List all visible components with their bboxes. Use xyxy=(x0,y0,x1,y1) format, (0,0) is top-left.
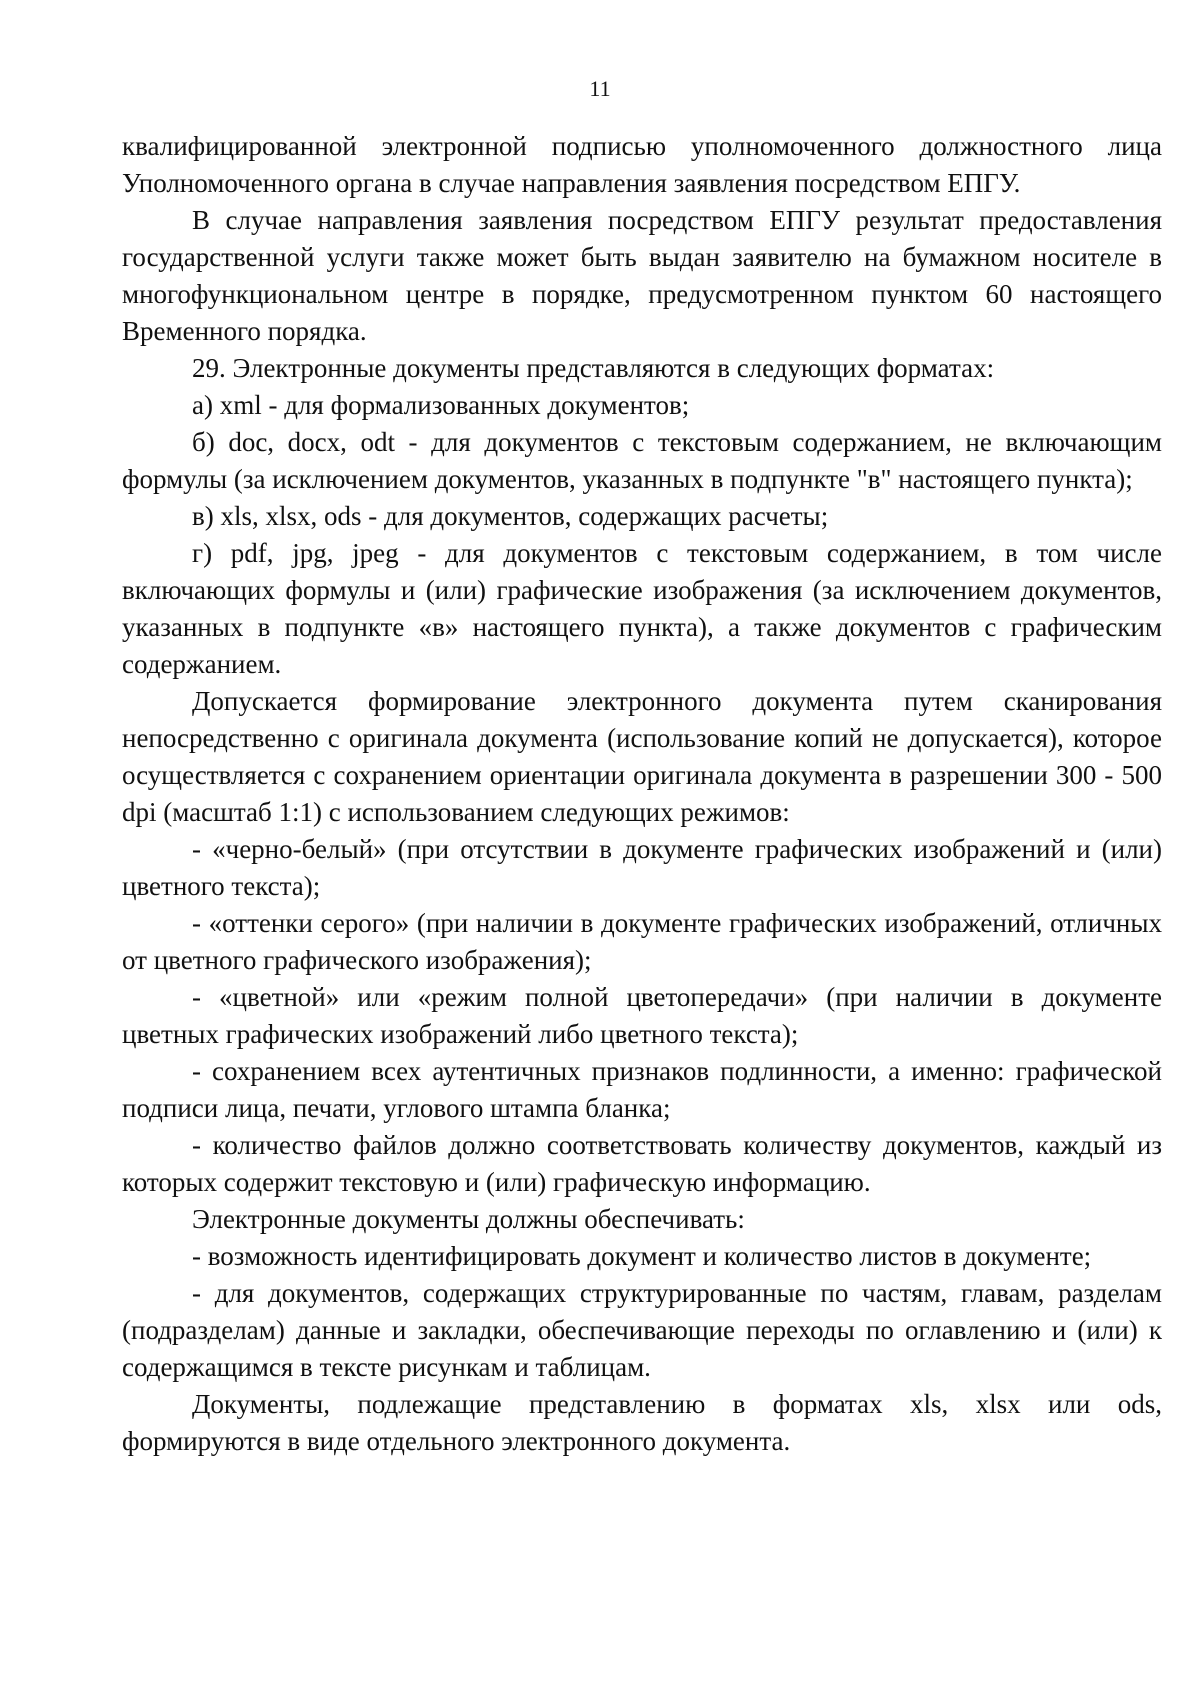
list-item-color: - «цветной» или «режим полной цветопередачи» (при наличии в документе цветных графических изображений либо цветного текста); xyxy=(122,982,1162,1049)
list-item-authenticity: - сохранением всех аутентичных признаков подлинности, а именно: графической подписи лица, печати, углового штампа бланка; xyxy=(122,1056,1162,1123)
paragraph-paper-result: В случае направления заявления посредством ЕПГУ результат предоставления государственной услуги также может быть выдан заявителю на бумажном носителе в многофункциональном центре в порядке, предусмотренном пунктом 60 настоящего Временного порядка. xyxy=(122,205,1162,346)
list-item-pdf: г) pdf, jpg, jpeg - для документов с текстовым содержанием, в том числе включающих формулы и (или) графические изображения (за исключением документов, указанных в подпункте «в» настоящего пункта), а также документов с графическим содержанием. xyxy=(122,538,1162,679)
paragraph-signature-continuation: квалифицированной электронной подписью уполномоченного должностного лица Уполномоченного органа в случае направления заявления посредством ЕПГУ. xyxy=(122,131,1162,198)
paragraph-scanning: Допускается формирование электронного документа путем сканирования непосредственно с оригинала документа (использование копий не допускается), которое осуществляется с сохранением ориентации оригинала документа в разрешении 300 - 500 dpi (масштаб 1:1) с использованием следующих режимов: xyxy=(122,686,1162,827)
list-item-bookmarks: - для документов, содержащих структурированные по частям, главам, разделам (подразделам) данные и закладки, обеспечивающие переходы по оглавлению и (или) к содержащимся в тексте рисункам и таблицам. xyxy=(122,1278,1162,1382)
list-item-identification: - возможность идентифицировать документ и количество листов в документе; xyxy=(192,1241,1092,1271)
list-item-file-count: - количество файлов должно соответствовать количеству документов, каждый из которых содержит текстовую и (или) графическую информацию. xyxy=(122,1130,1162,1197)
page-number: 11 xyxy=(589,76,611,101)
list-item-black-white: - «черно-белый» (при отсутствии в документе графических изображений и (или) цветного текста); xyxy=(122,834,1162,901)
list-item-xml: а) xml - для формализованных документов; xyxy=(192,390,690,420)
document-body xyxy=(122,128,1162,1460)
list-item-xls: в) xls, xlsx, ods - для документов, содержащих расчеты; xyxy=(192,501,829,531)
paragraph-spreadsheet-documents: Документы, подлежащие представлению в форматах xls, xlsx или ods, формируются в виде отдельного электронного документа. xyxy=(122,1389,1162,1456)
paragraph-formats-intro: 29. Электронные документы представляются в следующих форматах: xyxy=(192,353,995,383)
list-item-doc: б) doc, docx, odt - для документов с текстовым содержанием, не включающим формулы (за исключением документов, указанных в подпункте "в" настоящего пункта); xyxy=(122,427,1162,494)
list-item-grayscale: - «оттенки серого» (при наличии в документе графических изображений, отличных от цветного графического изображения); xyxy=(122,908,1162,975)
paragraph-requirements-intro: Электронные документы должны обеспечивать: xyxy=(192,1204,745,1234)
